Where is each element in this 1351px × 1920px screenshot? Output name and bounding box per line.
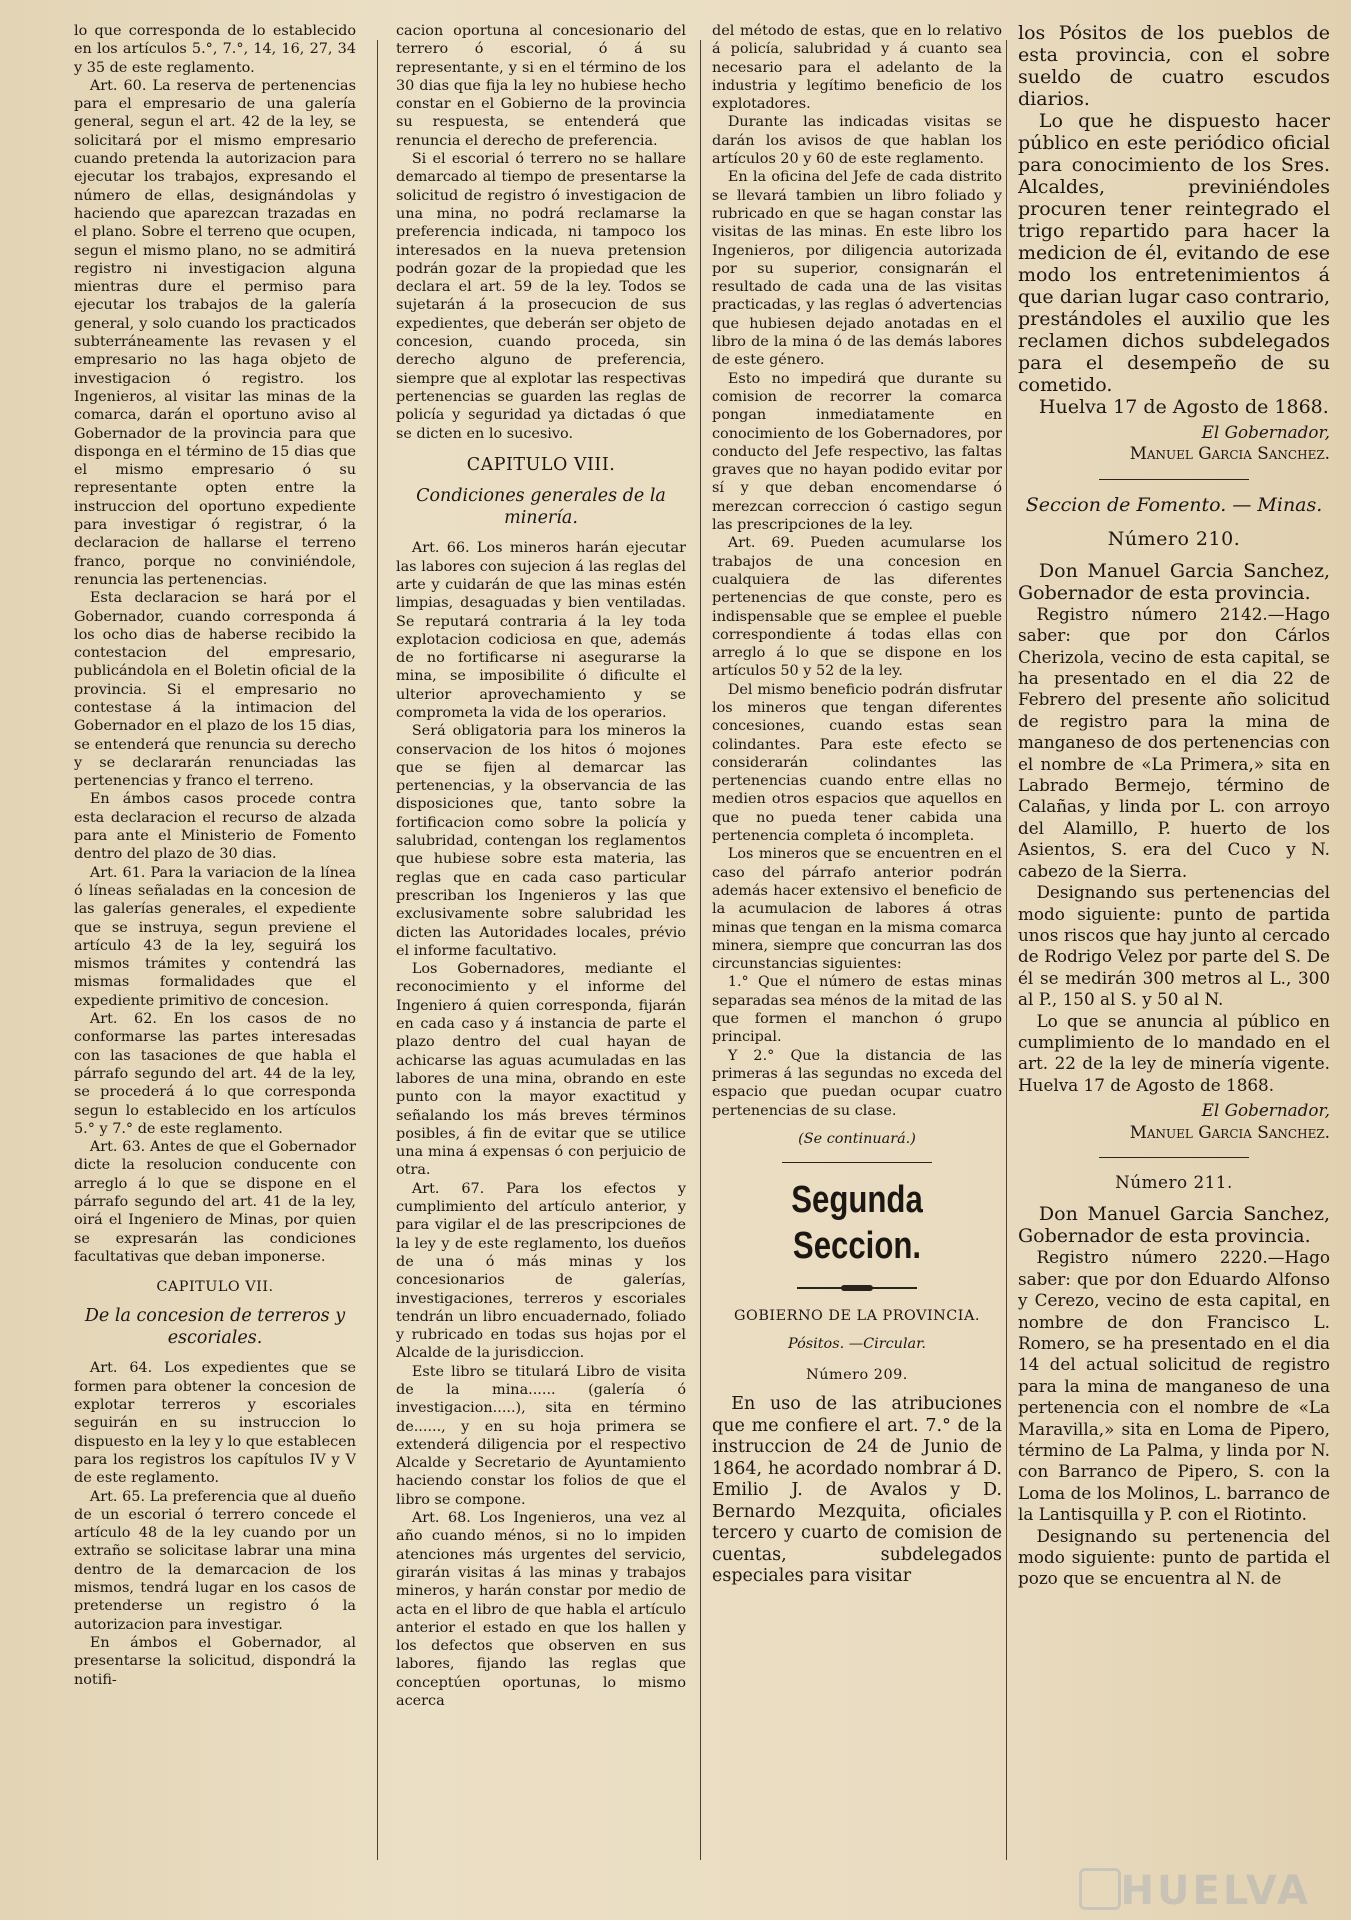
paragraph: En la oficina del Jefe de cada distrito se llevará tambien un libro foliado y rubricado en que se hagan constar las visitas de las minas. En este libro los Ingenieros, por diligencia autorizada por su superior, consignarán el resultado de cada una de las visitas practicadas, y las reglas ó advertencias que hubiesen dejado anotadas en el libro de la mina ó de las demás labores de este género.	[712, 169, 1002, 369]
paragraph: cacion oportuna al concesionario del terrero ó escorial, ó á su representante, y si en el término de los 30 dias que fija la ley no hubiese hecho constar en el Gobierno de la provincia su respuesta, se entenderá que renuncia el derecho de preferencia.	[396, 23, 686, 149]
paragraph: Art. 64. Los expedientes que se formen para obtener la concesion de explotar terreros y escoriales seguirán en su instruccion lo dispuesto en la ley y lo que establecen para los registros los capítulos IV y V de este reglamento.	[74, 1360, 356, 1487]
separator	[1099, 1157, 1249, 1158]
paragraph: lo que corresponda de lo establecido en los artículos 5.°, 7.°, 14, 16, 27, 34 y 35 de este reglamento.	[74, 23, 356, 76]
paragraph: Número 210.	[1107, 527, 1241, 550]
paragraph: En ámbos el Gobernador, al presentarse la solicitud, dispondrá la notifi-	[74, 1634, 356, 1688]
paragraph: Art. 68. Los Ingenieros, una vez al año cuando ménos, si no lo impiden atenciones más urgentes del servicio, girarán visitas á las minas y trabajos mineros, y harán constar por medio de acta en el libro de que habla el artículo anterior el estado en que los hallen y los defectos que observen en sus labores, fijando las reglas que conceptúen oportunas, lo mismo acerca	[396, 1510, 686, 1710]
paragraph: Art. 66. Los mineros harán ejecutar las labores con sujecion á las reglas del arte y cuidarán de que las minas estén limpias, desaguadas y bien ventiladas. Se reputará contraria á la ley toda explotacion codiciosa en que, además de no fortificarse ni asegurarse la mina, se imposibilite ó dificulte el ulterior aprovechamiento y se comprometa la vida de los operarios.	[396, 540, 686, 721]
paragraph: Los mineros que se encuentren en el caso del párrafo anterior podrán además hacer extensivo el beneficio de la acumulacion de labores á otras minas que tengan en la misma comarca minera, siempre que concurran las dos circunstancias siguientes:	[712, 846, 1002, 973]
paragraph: GOBIERNO DE LA PROVINCIA.	[734, 1308, 980, 1325]
column-3-articles	[712, 22, 1002, 1120]
column-rule	[700, 40, 701, 1860]
column-rule	[377, 40, 378, 1860]
signature-role: El Gobernador,	[1201, 422, 1330, 442]
paragraph: De la concesion de terreros y escoriales.	[84, 1306, 346, 1348]
paragraph: Designando su pertenencia del modo siguiente: punto de partida el pozo que se encuentra al N. de	[1018, 1525, 1330, 1589]
paragraph: Del mismo beneficio podrán disfrutar los mineros que tengan diferentes concesiones, cuando estas sean colindantes. Para este efecto se considerarán colindantes las pertenencias cuando entre ellas no medien otros espacios que aquellos en que no pueda tener cabida una pertenencia completa ó incompleta.	[712, 681, 1002, 845]
notice-211	[1018, 1172, 1330, 1590]
paragraph: Art. 67. Para los efectos y cumplimiento del artículo anterior, y para vigilar el de las prescripciones de la ley y de este reglamento, los dueños de una ó más minas y los concesionarios de galerías, investigaciones, terreros y escoriales tendrán un libro encuadernado, foliado y rubricado en todas sus hojas por el Alcalde de la jurisdiccion.	[396, 1180, 686, 1362]
paragraph: Lo que se anuncia al público en cumplimiento de lo mandado en el art. 22 de la ley de minería vigente. Huelva 17 de Agosto de 1868.	[1018, 1010, 1330, 1095]
paragraph: Pósitos. —Circular.	[788, 1336, 926, 1353]
paragraph: Designando sus pertenencias del modo siguiente: punto de partida unos riscos que hay junto al cercado de Rodrigo Velez por parte del S. De él se medirán 300 metros al L., 300 al P., 150 al S. y 50 al N.	[1018, 882, 1330, 1010]
paragraph: Art. 63. Antes de que el Gobernador dicte la resolucion conducente con arreglo á lo que se dispone en el párrafo segundo del art. 41 de la ley, oirá el Ingeniero de Minas, por quien se expresarán las condiciones facultativas que deban imponerse.	[74, 1139, 356, 1265]
paragraph: 1.° Que el número de estas minas separadas sea ménos de la mitad de las que formen el manchon ó grupo principal.	[712, 974, 1002, 1046]
paragraph: En uso de las atribuciones que me confiere el art. 7.° de la instruccion de 24 de Junio de 1864, he acordado nombrar á D. Emilio J. de Avalos y D. Bernardo Mezquita, oficiales tercero y cuarto de comision de cuentas, subdelegados especiales para visitar	[712, 1394, 1002, 1586]
column-1	[74, 22, 356, 1902]
paragraph: Condiciones generales de la minería.	[416, 486, 666, 528]
paragraph: del método de estas, que en lo relativo á policía, salubridad y á cuanto sea necesario para el adelanto de la industria y legítimo beneficio de los explotadores.	[712, 23, 1002, 113]
paragraph: Seccion de Fomento. — Minas.	[1025, 493, 1323, 516]
paragraph: Los Gobernadores, mediante el reconocimiento y el informe del Ingeniero á quien corresponda, fijarán en cada caso y á instancia de parte el plazo dentro del cual hayan de achicarse las aguas acumuladas en las labores de una mina, obrando en este punto con la mayor exactitud y señalando los más breves términos posibles, á fin de evitar que se utilice una mina á expensas ó con perjuicio de otra.	[396, 961, 686, 1179]
paragraph: Durante las indicadas visitas se darán los avisos de que hablan los artículos 20 y 60 de este reglamento.	[712, 114, 1002, 168]
paragraph: Don Manuel Garcia Sanchez, Gobernador de esta provincia.	[1018, 559, 1330, 604]
paragraph: Registro número 2220.—Hago saber: que por don Eduardo Alfonso y Cerezo, vecino de esta capital, en nombre de don Francisco L. Romero, se ha presentado en el dia 14 del actual solicitud de registro para la mina de manganeso de una pertenencia con el nombre de «La Maravilla,» sita en Loma de Pipero, término de La Palma, y linda por N. con Barranco de Pipero, S. con la Loma de los Molinos, L. barranco de la Lantisquilla y P. con el Riotinto.	[1018, 1247, 1330, 1525]
notice-210	[1018, 494, 1330, 1096]
paragraph: CAPITULO VIII.	[466, 454, 616, 475]
paragraph: Y 2.° Que la distancia de las primeras á las segundas no exceda del espacio que puedan ocupar cuatro pertenencias de su clase.	[712, 1047, 1002, 1119]
signature-name: Manuel Garcia Sanchez.	[1129, 443, 1330, 464]
paragraph: Lo que he dispuesto hacer público en este periódico oficial para conocimiento de los Sres. Alcaldes, previniéndoles procuren tener reintegrado el trigo repartido para hacer la medicion de él, evitando de ese modo los entretenimientos á que darian lugar caso contrario, prestándoles el auxilio que les reclamen dichos subdelegados para el desempeño de su cometido.	[1018, 110, 1330, 396]
column-3	[712, 22, 1002, 1902]
paragraph: Art. 65. La preferencia que al dueño de un escorial ó terrero concede el artículo 48 de la ley cuando por un extraño se solicitase labrar una mina dentro de la demarcacion de los mismos, tendrá lugar en los casos de pretenderse un registro ó la autorizacion para investigar.	[74, 1488, 356, 1633]
paragraph: Registro número 2142.—Hago saber: que por don Cárlos Cherizola, vecino de esta capital, se ha presentado en el dia 22 de Febrero del presente año solicitud de registro para la mina de manganeso de dos pertenencias con el nombre de «La Primera,» sita en Labrado Bermejo, término de Calañas, y linda por L. con arroyo del Alamillo, P. huerto de los Asientos, S. era del Cuco y N. cabezo de la Sierra.	[1018, 603, 1330, 881]
ornament-rule	[797, 1287, 917, 1289]
watermark: HUELVA	[1120, 1868, 1311, 1914]
paragraph: Don Manuel Garcia Sanchez, Gobernador de esta provincia.	[1018, 1203, 1330, 1248]
paragraph: Huelva 17 de Agosto de 1868.	[1038, 396, 1329, 418]
column-4	[1018, 22, 1330, 1902]
separator	[782, 1162, 932, 1163]
paragraph: Esto no impedirá que durante su comision de recorrer la comarca pongan inmediatamente en conocimiento de los Gobernadores, por conducto del Jefe respectivo, las faltas graves que no hayan podido evitar por sí y que deban encomendarse ó merezcan correccion ó castigo segun las prescripciones de la ley.	[712, 370, 1002, 534]
paragraph: Número 211.	[1115, 1171, 1233, 1192]
column-3-circular	[712, 1307, 1002, 1587]
column-rule	[1006, 40, 1007, 1860]
paragraph: Art. 60. La reserva de pertenencias para el empresario de una galería general, segun el art. 42 de la ley, se solicitará por el mismo empresario cuando pretenda la autorizacion para ejecutar los trabajos, expresando el número de ellas, designándolas y haciendo que aparezcan trazadas en el plano. Sobre el terreno que ocupen, segun el mismo plano, no se admitirá registro ni investigacion alguna mientras dure el permiso para ejecutar los trabajos de la galería general, y solo cuando los practicados subterráneamente las revasen y el empresario no las haga objeto de investigacion ó registro. los Ingenieros, al visitar las minas de la comarca, darán el oportuno aviso al Gobernador de la provincia para que disponga en el término de 15 dias que el mismo empresario ó su representante opten entre la instruccion del oportuno expediente para investigar ó registrar, ó la declaracion de hallarse el terreno franco, porque no conviniéndole, renuncia las pertenencias.	[74, 77, 356, 588]
paragraph: Art. 61. Para la variacion de la línea ó líneas señaladas en la concesion de las galerías generales, el expediente que se instruya, segun previene el artículo 43 de la ley, seguirá los mismos trámites y contendrá las mismas formalidades que el expediente primitivo de concesion.	[74, 864, 356, 1009]
paragraph: Art. 62. En los casos de no conformarse las partes interesadas con las tasaciones de que habla el párrafo segundo del art. 44 de la ley, se procederá á lo que corresponda segun lo establecido en los artículos 5.° y 7.° de este reglamento.	[74, 1011, 356, 1137]
paragraph: CAPITULO VII.	[156, 1279, 274, 1296]
positos-notice	[1018, 22, 1330, 418]
column-2	[396, 22, 686, 1902]
segunda-seccion-heading: Segunda Seccion.	[791, 1179, 923, 1268]
archive-logo-icon	[1079, 1868, 1121, 1910]
paragraph: Será obligatoria para los mineros la conservacion de los hitos ó mojones que se fijen al demarcar las pertenencias, y la observancia de las disposiciones que, tanto sobre la fortificacion como sobre la policía y salubridad, contengan los reglamentos que hubiese sobre esta materia, las reglas que en cada caso particular prescriban los Ingenieros y las que exclusivamente sobre salubridad les dicten las Autoridades locales, prévio el informe facultativo.	[396, 723, 686, 959]
signature-name: Manuel Garcia Sanchez.	[1129, 1121, 1330, 1142]
paragraph: En ámbos casos procede contra esta declaracion el recurso de alzada para ante el Ministerio de Fomento dentro del plazo de 30 dias.	[74, 791, 356, 863]
paragraph: Número 209.	[806, 1366, 908, 1383]
paragraph: Si el escorial ó terrero no se hallare demarcado al tiempo de presentarse la solicitud de registro ó investigacion de una mina, no podrá reclamarse la preferencia indicada, ni tampoco los interesados en la nueva pretension podrán gozar de la propiedad que les declara el art. 59 de la ley. Todos se sujetarán á la prosecucion de sus expedientes, que deberán ser objeto de concesion, cuando proceda, sin derecho alguno de preferencia, siempre que al explotar las respectivas pertenencias se guarden las reglas de policía y seguridad ya dictadas ó que se dicten en lo sucesivo.	[396, 151, 686, 442]
paragraph: Este libro se titulará Libro de visita de la mina...... (galería ó investigacion.....), sita en término de......, y en su hoja primera se extenderá diligencia por el respectivo Alcalde y Secretario de Ayuntamiento haciendo constar los folios de que el libro se compone.	[396, 1363, 686, 1508]
continuara-note: (Se continuará.)	[798, 1130, 916, 1147]
paragraph: Art. 69. Pueden acumularse los trabajos de una concesion en cualquiera de las diferentes pertenencias de que conste, pero es indispensable que se emplee el pueble correspondiente á todas ellas con arreglo á lo que se dispone en los artículos 50 y 52 de la ley.	[712, 535, 1002, 680]
separator	[1099, 479, 1249, 480]
paragraph: los Pósitos de los pueblos de esta provincia, con el sobre sueldo de cuatro escudos diarios.	[1018, 22, 1330, 110]
signature-role: El Gobernador,	[1201, 1100, 1330, 1121]
paragraph: Esta declaracion se hará por el Gobernador, cuando corresponda á los ocho dias de haberse recibido la contestacion del empresario, publicándola en el Boletin oficial de la provincia. Si el empresario no contestase á la intimacion del Gobernador en el plazo de los 15 dias, se entenderá que renuncia su derecho y se declararán renunciadas las pertenencias y franco el terreno.	[74, 590, 356, 790]
